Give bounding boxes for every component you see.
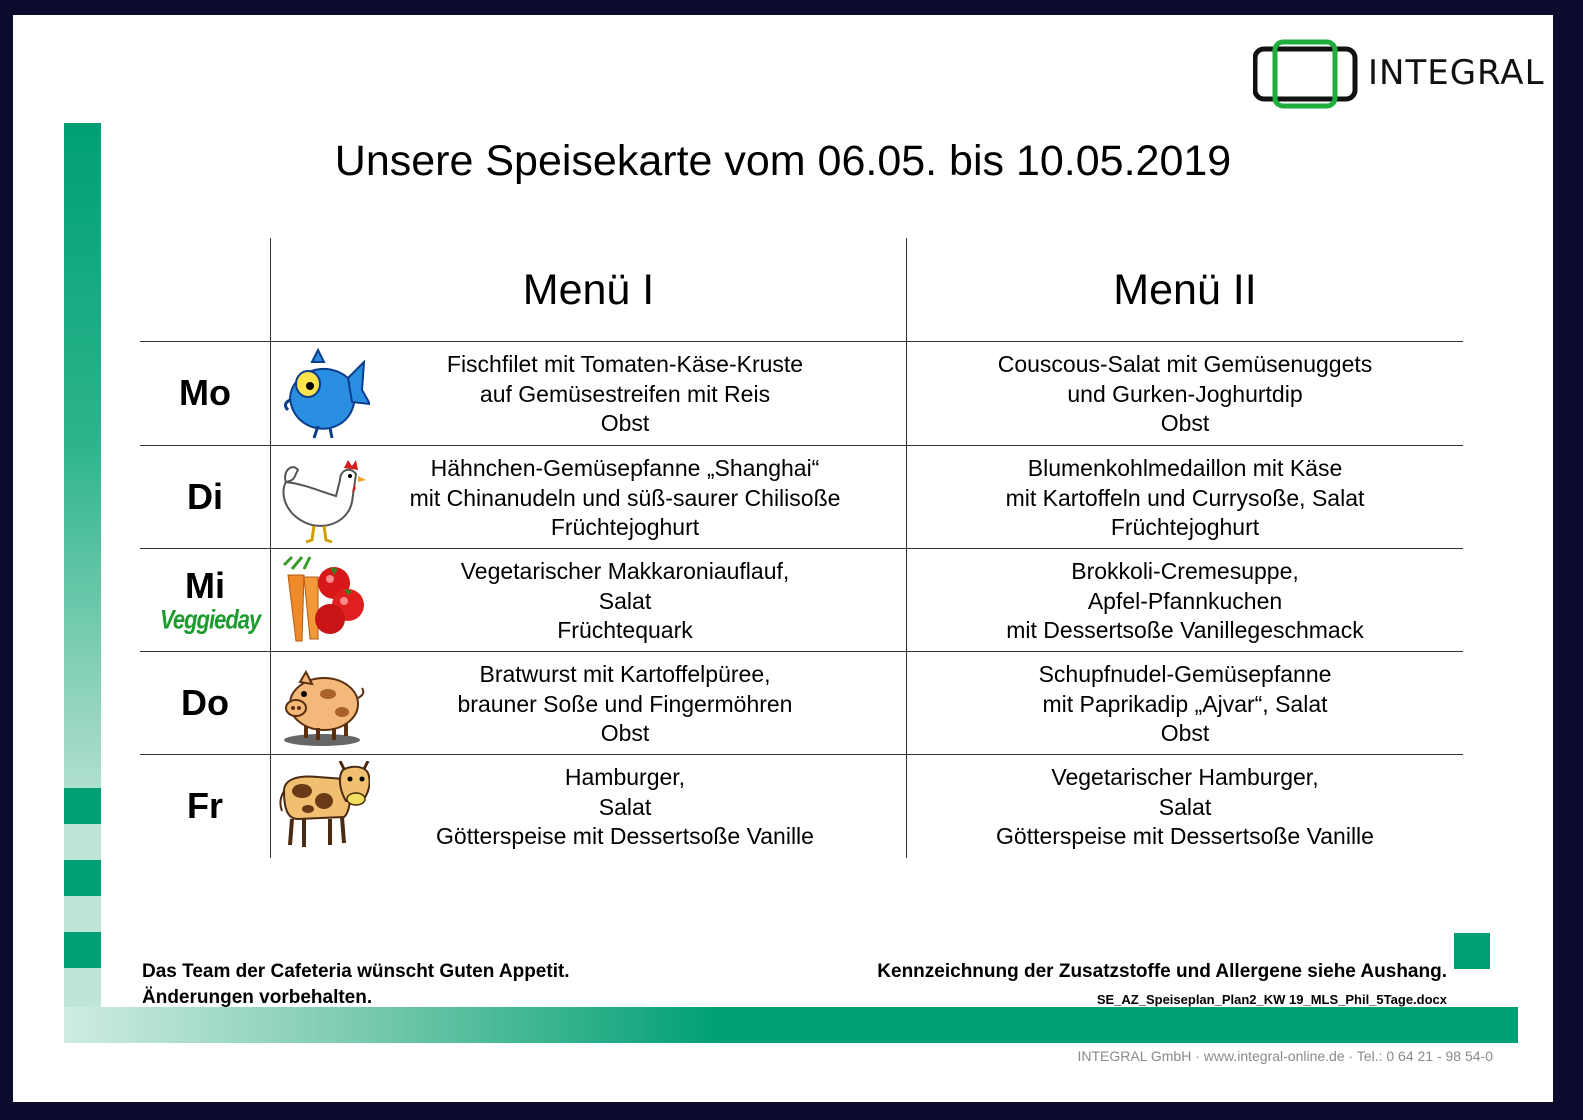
left-accent-bar	[64, 123, 101, 833]
left-accent-block	[64, 860, 101, 896]
dish-line: mit Kartoffeln und Currysoße, Salat	[1005, 484, 1365, 511]
menu-table	[140, 238, 1463, 858]
menu-1-dish	[345, 350, 905, 439]
left-accent-block	[64, 968, 101, 1007]
menu-2-dish	[907, 350, 1463, 439]
dish-line: Früchtejoghurt	[550, 514, 700, 540]
menu-1-dish	[345, 454, 905, 543]
dish-line: Vegetarischer Hamburger,	[1051, 764, 1319, 790]
dish-line: Obst	[600, 410, 650, 436]
table-row	[140, 342, 1463, 445]
dish-line: und Gurken-Joghurtdip	[1067, 380, 1303, 407]
day-label: Fr	[187, 785, 223, 826]
footer-allergen-note: Kennzeichnung der Zusatzstoffe und Allergene siehe Aushang.	[877, 961, 1447, 982]
menu-2-dish	[907, 660, 1463, 749]
corner-accent-square	[1454, 933, 1490, 969]
footer-greeting: Das Team der Cafeteria wünscht Guten Appetit.	[142, 961, 570, 982]
dish-line: brauner Soße und Fingermöhren	[457, 690, 793, 717]
dish-line: Hähnchen-Gemüsepfanne „Shanghai“	[430, 455, 820, 481]
dish-line: auf Gemüsestreifen mit Reis	[479, 380, 771, 407]
dish-line: Schupfnudel-Gemüsepfanne	[1038, 661, 1332, 687]
table-row	[140, 755, 1463, 858]
left-accent-block	[64, 824, 101, 860]
dish-line: mit Chinanudeln und süß-saurer Chilisoße	[409, 484, 841, 511]
menu-2-dish	[907, 557, 1463, 646]
dish-line: Salat	[1158, 793, 1212, 820]
page-title: Unsere Speisekarte vom 06.05. bis 10.05.2019	[334, 137, 1232, 185]
menu-2-dish	[907, 454, 1463, 543]
dish-line: Götterspeise mit Dessertsoße Vanille	[436, 823, 814, 849]
dish-line: Früchtejoghurt	[1110, 514, 1260, 540]
menu-page	[13, 15, 1553, 1102]
dish-line: Salat	[598, 587, 652, 614]
menu-1-dish	[345, 557, 905, 646]
left-accent-block	[64, 896, 101, 932]
left-accent-block	[64, 788, 101, 824]
table-row	[140, 549, 1463, 652]
dish-line: Blumenkohlmedaillon mit Käse	[1027, 455, 1343, 481]
dish-line: mit Dessertsoße Vanillegeschmack	[1006, 617, 1364, 643]
dish-line: Götterspeise mit Dessertsoße Vanille	[996, 823, 1374, 849]
table-row	[140, 652, 1463, 755]
day-label: Di	[187, 476, 223, 517]
dish-line: Hamburger,	[564, 764, 686, 790]
dish-line: Vegetarischer Makkaroniauflauf,	[460, 558, 790, 584]
table-row	[140, 446, 1463, 549]
dish-line: Bratwurst mit Kartoffelpüree,	[479, 661, 771, 687]
bottom-accent-bar	[64, 1007, 1518, 1043]
dish-line: Brokkoli-Cremesuppe,	[1071, 558, 1299, 584]
left-accent-block	[64, 932, 101, 968]
dish-line: Früchtequark	[557, 617, 693, 643]
menu-1-dish	[345, 660, 905, 749]
dish-line: Fischfilet mit Tomaten-Käse-Kruste	[446, 351, 804, 377]
veggieday-badge: Veggieday	[160, 604, 261, 635]
dish-line: Obst	[1160, 720, 1210, 746]
day-label: Do	[181, 682, 229, 723]
company-info: INTEGRAL GmbH · www.integral-online.de · Tel.: 0 64 21 - 98 54-0	[1077, 1048, 1493, 1064]
dish-line: Obst	[600, 720, 650, 746]
day-label: Mi	[185, 565, 225, 606]
menu-1-dish	[345, 763, 905, 852]
day-label: Mo	[179, 372, 231, 413]
dish-line: Obst	[1160, 410, 1210, 436]
menu-2-dish	[907, 763, 1463, 852]
footer-disclaimer: Änderungen vorbehalten.	[142, 987, 373, 1008]
dish-line: Salat	[598, 793, 652, 820]
dish-line: Couscous-Salat mit Gemüsenuggets	[997, 351, 1373, 377]
footer-file-name: SE_AZ_Speiseplan_Plan2_KW 19_MLS_Phil_5Tage.docx	[1096, 992, 1447, 1007]
logo-text: INTEGRAL	[1368, 53, 1545, 93]
dish-line: Apfel-Pfannkuchen	[1087, 587, 1283, 614]
menu-2-header: Menü II	[1113, 266, 1257, 314]
dish-line: mit Paprikadip „Ajvar“, Salat	[1042, 690, 1328, 717]
menu-1-header: Menü I	[522, 266, 655, 314]
